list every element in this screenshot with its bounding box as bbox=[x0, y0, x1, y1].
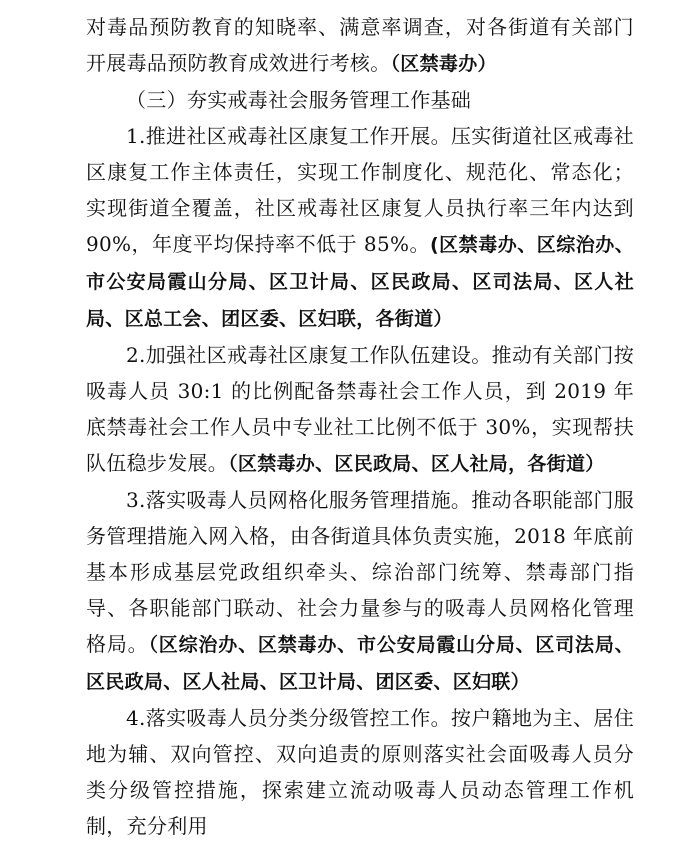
responsible-units: (区禁毒办、区综治办、市公安局霞山分局、区卫计局、区民政局、区司法局、区人社局、区总工会、团区委、区妇联，各街道） bbox=[86, 234, 635, 330]
paragraph-text: 1.推进社区戒毒社区康复工作开展。压实街道社区戒毒社区康复工作主体责任，实现工作制度化、规范化、常态化；实现街道全覆盖，社区戒毒社区康复人员执行率三年内达到 90%，年度平均保持率不低于 85%。 bbox=[86, 124, 634, 256]
paragraph-text: 对毒品预防教育的知晓率、满意率调查，对各街道有关部门开展毒品预防教育成效进行考核。 bbox=[86, 15, 634, 75]
paragraph-text: 4.落实吸毒人员分类分级管控工作。按户籍地为主、居住地为辅、双向管控、双向追责的原则落实社会面吸毒人员分类分级管控措施，探索建立流动吸毒人员动态管理工作机制，充分利用 bbox=[86, 706, 634, 838]
paragraph-item-1 bbox=[86, 118, 634, 337]
paragraph-item-4 bbox=[86, 700, 634, 844]
paragraph-item-3 bbox=[86, 482, 634, 700]
paragraph-text: 3.落实吸毒人员网格化服务管理措施。推动各职能部门服务管理措施入网入格，由各街道具体负责实施，2018 年底前基本形成基层党政组织牵头、综治部门统筹、禁毒部门指导、各职能部门联动、社会力量参与的吸毒人员网格化管理格局。 bbox=[86, 488, 634, 656]
responsible-units: （区禁毒办） bbox=[390, 53, 497, 75]
document-body bbox=[86, 0, 634, 844]
responsible-units: （区综治办、区禁毒办、市公安局霞山分局、区司法局、区民政局、区人社局、区卫计局、团区委、区妇联） bbox=[86, 634, 634, 693]
paragraph-item-2 bbox=[86, 337, 634, 482]
paragraph-text: 2.加强社区戒毒社区康复工作队伍建设。推动有关部门按吸毒人员 30:1 的比例配备禁毒社会工作人员，到 2019 年底禁毒社会工作人员中专业社工比例不低于 30%，实现帮扶队伍稳步发展。 bbox=[86, 343, 634, 475]
responsible-units: （区禁毒办、区民政局、区人社局，各街道） bbox=[228, 453, 605, 475]
paragraph-continued bbox=[86, 9, 634, 82]
section-heading: （三）夯实戒毒社会服务管理工作基础 bbox=[126, 88, 472, 112]
